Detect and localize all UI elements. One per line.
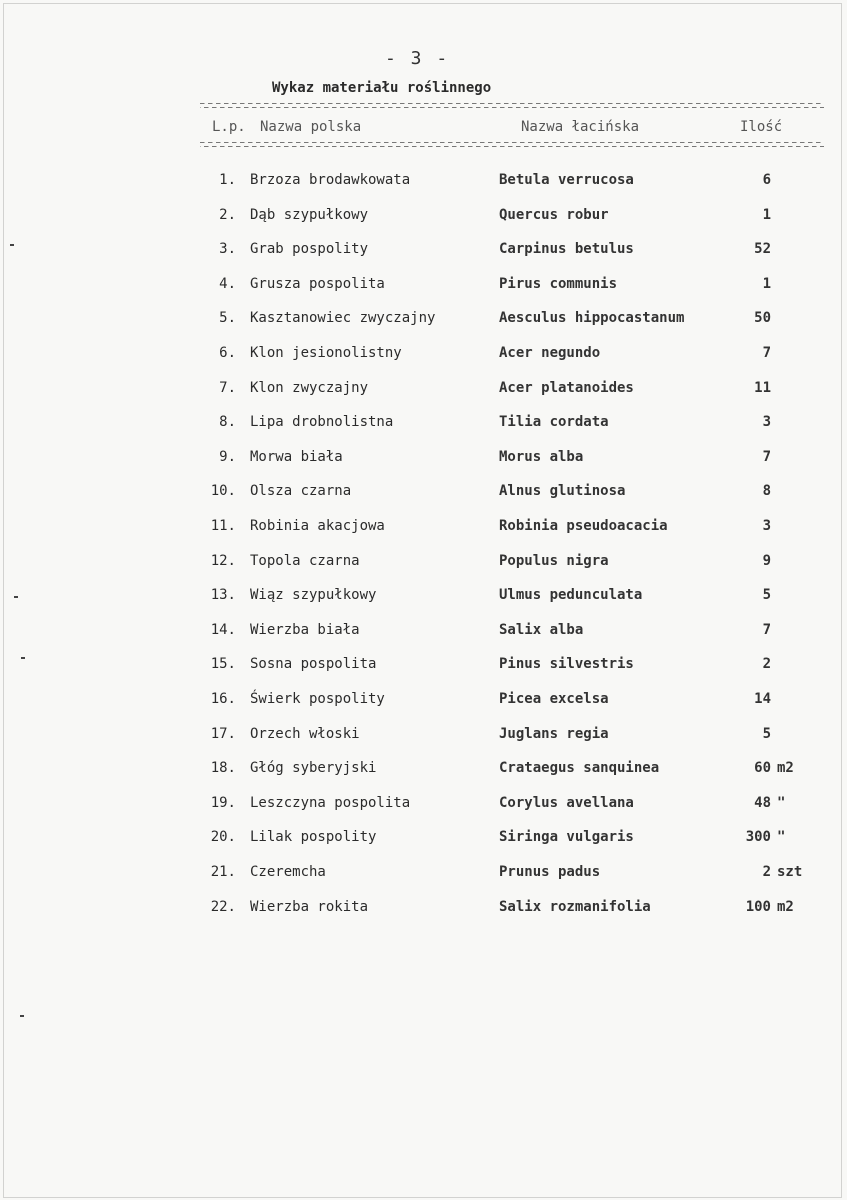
quantity: 48 bbox=[754, 794, 771, 811]
quantity: 14 bbox=[754, 691, 771, 707]
unit: " bbox=[777, 829, 786, 846]
row-number: 21. bbox=[210, 864, 236, 880]
row-number: 19. bbox=[210, 794, 236, 811]
latin-name: Betula verrucosa bbox=[499, 172, 634, 188]
quantity: 3 bbox=[762, 414, 771, 431]
row-number: 12. bbox=[210, 552, 236, 569]
header-bottom-rule bbox=[200, 141, 824, 148]
polish-name: Grusza pospolita bbox=[250, 275, 385, 292]
polish-name: Czeremcha bbox=[250, 864, 326, 880]
table-row bbox=[0, 170, 847, 200]
table-row bbox=[0, 827, 847, 857]
quantity: 1 bbox=[762, 275, 771, 292]
polish-name: Robinia akacjowa bbox=[250, 518, 385, 534]
polish-name: Lilak pospolity bbox=[250, 829, 377, 846]
latin-name: Quercus robur bbox=[499, 206, 609, 223]
table-row bbox=[0, 412, 847, 442]
row-number: 3. bbox=[219, 241, 236, 258]
polish-name: Leszczyna pospolita bbox=[250, 794, 411, 811]
polish-name: Wierzba rokita bbox=[250, 898, 369, 915]
quantity: 60 bbox=[754, 760, 771, 777]
header-top-rule bbox=[200, 102, 824, 109]
quantity: 7 bbox=[762, 621, 771, 638]
unit: szt bbox=[777, 864, 803, 880]
unit: m2 bbox=[777, 760, 794, 777]
latin-name: Acer platanoides bbox=[499, 379, 634, 396]
quantity: 50 bbox=[754, 310, 771, 327]
row-number: 7. bbox=[219, 379, 236, 396]
polish-name: Topola czarna bbox=[250, 552, 360, 569]
quantity: 3 bbox=[762, 518, 771, 534]
latin-name: Morus alba bbox=[499, 448, 584, 465]
latin-name: Populus nigra bbox=[499, 552, 609, 569]
latin-name: Crataegus sanquinea bbox=[499, 760, 660, 777]
latin-name: Tilia cordata bbox=[499, 414, 609, 431]
margin-mark bbox=[20, 1015, 24, 1017]
quantity: 8 bbox=[762, 483, 771, 500]
polish-name: Świerk pospolity bbox=[250, 691, 385, 707]
quantity: 5 bbox=[762, 725, 771, 742]
table-row bbox=[0, 585, 847, 615]
latin-name: Ulmus pedunculata bbox=[499, 587, 643, 604]
polish-name: Orzech włoski bbox=[250, 725, 360, 742]
quantity: 1 bbox=[762, 206, 771, 223]
row-number: 11. bbox=[210, 518, 236, 534]
polish-name: Wiąz szypułkowy bbox=[250, 587, 377, 604]
table-row bbox=[0, 654, 847, 684]
margin-mark bbox=[21, 657, 25, 659]
quantity: 7 bbox=[762, 345, 771, 361]
unit: m2 bbox=[777, 898, 794, 915]
polish-name: Olsza czarna bbox=[250, 483, 352, 500]
table-row bbox=[0, 205, 847, 235]
latin-name: Aesculus hippocastanum bbox=[499, 310, 685, 327]
latin-name: Carpinus betulus bbox=[499, 241, 634, 258]
latin-name: Siringa vulgaris bbox=[499, 829, 634, 846]
quantity: 9 bbox=[762, 552, 771, 569]
row-number: 4. bbox=[219, 275, 236, 292]
latin-name: Alnus glutinosa bbox=[499, 483, 626, 500]
table-row bbox=[0, 620, 847, 650]
row-number: 2. bbox=[219, 206, 236, 223]
table-row bbox=[0, 897, 847, 927]
polish-name: Morwa biała bbox=[250, 448, 343, 465]
latin-name: Picea excelsa bbox=[499, 691, 609, 707]
polish-name: Wierzba biała bbox=[250, 621, 360, 638]
latin-name: Prunus padus bbox=[499, 864, 601, 880]
latin-name: Salix rozmanifolia bbox=[499, 898, 651, 915]
table-row bbox=[0, 239, 847, 269]
table-row bbox=[0, 516, 847, 546]
latin-name: Salix alba bbox=[499, 621, 584, 638]
quantity: 2 bbox=[762, 656, 771, 673]
table-row bbox=[0, 551, 847, 581]
row-number: 1. bbox=[219, 172, 236, 188]
quantity: 100 bbox=[745, 898, 771, 915]
polish-name: Klon zwyczajny bbox=[250, 379, 369, 396]
quantity: 11 bbox=[754, 379, 771, 396]
row-number: 20. bbox=[210, 829, 236, 846]
quantity: 300 bbox=[745, 829, 771, 846]
header-quantity: Ilość bbox=[740, 119, 783, 135]
row-number: 8. bbox=[219, 414, 236, 431]
polish-name: Dąb szypułkowy bbox=[250, 206, 369, 223]
latin-name: Corylus avellana bbox=[499, 794, 634, 811]
margin-mark bbox=[10, 244, 14, 246]
quantity: 5 bbox=[762, 587, 771, 604]
row-number: 18. bbox=[210, 760, 236, 777]
quantity: 6 bbox=[762, 172, 771, 188]
quantity: 7 bbox=[762, 448, 771, 465]
row-number: 6. bbox=[219, 345, 236, 361]
document-title: Wykaz materiału roślinnego bbox=[272, 80, 492, 96]
row-number: 5. bbox=[219, 310, 236, 327]
margin-mark bbox=[14, 596, 18, 598]
quantity: 2 bbox=[762, 864, 771, 880]
polish-name: Brzoza brodawkowata bbox=[250, 172, 411, 188]
table-row bbox=[0, 689, 847, 719]
table-row bbox=[0, 793, 847, 823]
table-row bbox=[0, 862, 847, 892]
polish-name: Kasztanowiec zwyczajny bbox=[250, 310, 436, 327]
polish-name: Głóg syberyjski bbox=[250, 760, 377, 777]
table-row bbox=[0, 308, 847, 338]
table-row bbox=[0, 343, 847, 373]
latin-name: Pinus silvestris bbox=[499, 656, 634, 673]
header-polish-name: Nazwa polska bbox=[260, 119, 362, 135]
polish-name: Klon jesionolistny bbox=[250, 345, 402, 361]
table-row bbox=[0, 378, 847, 408]
polish-name: Sosna pospolita bbox=[250, 656, 377, 673]
table-row bbox=[0, 481, 847, 511]
polish-name: Grab pospolity bbox=[250, 241, 369, 258]
row-number: 17. bbox=[210, 725, 236, 742]
unit: " bbox=[777, 794, 786, 811]
table-row bbox=[0, 274, 847, 304]
header-latin-name: Nazwa łacińska bbox=[521, 119, 640, 135]
quantity: 52 bbox=[754, 241, 771, 258]
table-row bbox=[0, 447, 847, 477]
row-number: 15. bbox=[210, 656, 236, 673]
row-number: 14. bbox=[210, 621, 236, 638]
row-number: 16. bbox=[210, 691, 236, 707]
table-row bbox=[0, 758, 847, 788]
page-number: - 3 - bbox=[385, 48, 450, 69]
latin-name: Pirus communis bbox=[499, 275, 618, 292]
row-number: 10. bbox=[210, 483, 236, 500]
table-row bbox=[0, 724, 847, 754]
latin-name: Robinia pseudoacacia bbox=[499, 518, 668, 534]
header-lp: L.p. bbox=[212, 119, 246, 135]
polish-name: Lipa drobnolistna bbox=[250, 414, 394, 431]
latin-name: Acer negundo bbox=[499, 345, 601, 361]
row-number: 22. bbox=[210, 898, 236, 915]
row-number: 13. bbox=[210, 587, 236, 604]
row-number: 9. bbox=[219, 448, 236, 465]
latin-name: Juglans regia bbox=[499, 725, 609, 742]
